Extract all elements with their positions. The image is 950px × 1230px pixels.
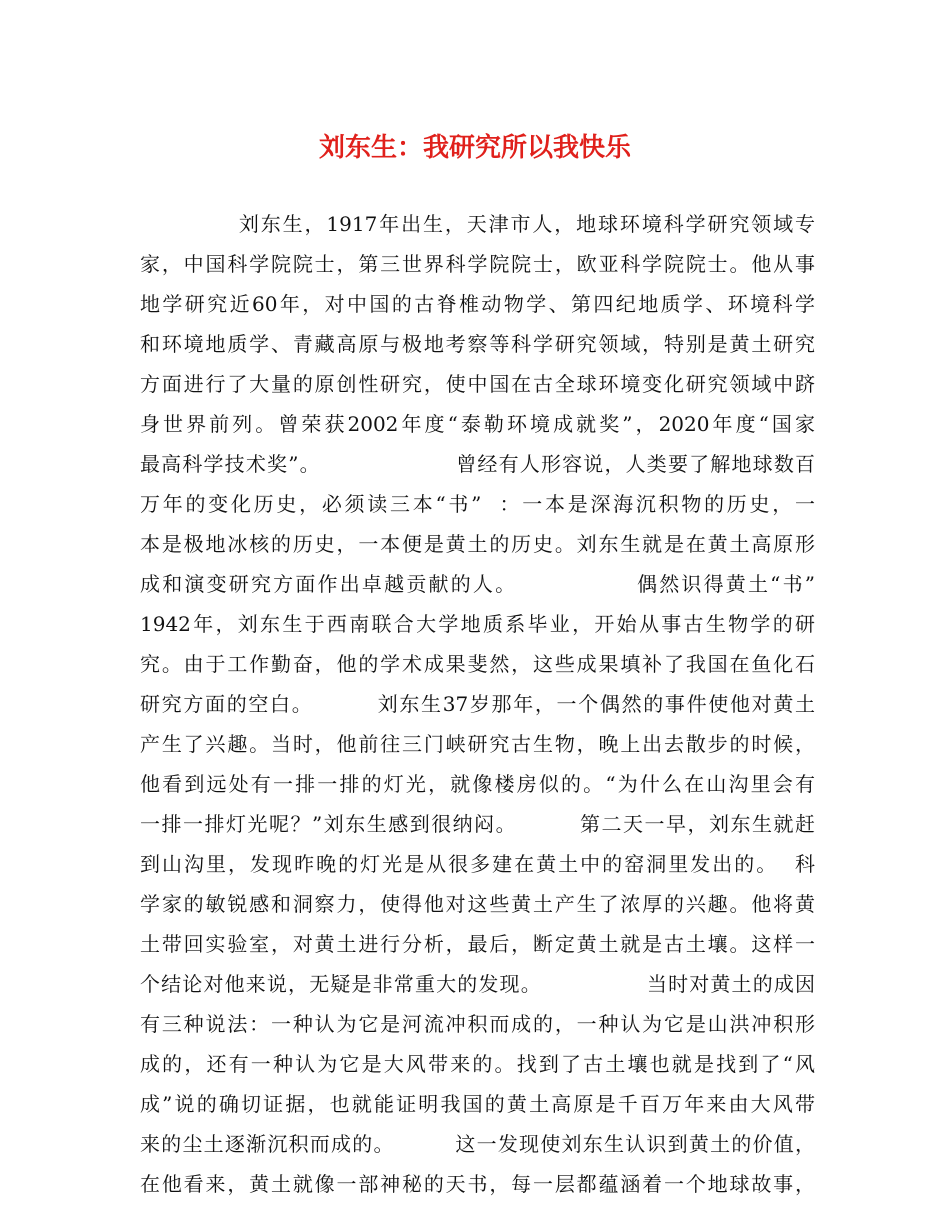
- text-line: 个结论对他来说，无疑是非常重大的发现。 当时对黄土的成因: [140, 972, 815, 996]
- text-line: 成和演变研究方面作出卓越贡献的人。 偶然识得黄土“书”: [140, 572, 815, 596]
- text-line: 学家的敏锐感和洞察力，使得他对这些黄土产生了浓厚的兴趣。他将黄: [140, 892, 815, 916]
- text-line: 方面进行了大量的原创性研究，使中国在古全球环境变化研究领域中跻: [140, 372, 815, 396]
- text-line: 身世界前列。曾荣获2002年度“泰勒环境成就奖”，2020年度“国家: [140, 412, 815, 436]
- text-line: 成的，还有一种认为它是大风带来的。找到了古土壤也就是找到了“风: [140, 1052, 815, 1076]
- text-line: 成”说的确切证据，也就能证明我国的黄土高原是千百万年来由大风带: [140, 1092, 815, 1116]
- text-line: 刘东生，1917年出生，天津市人，地球环境科学研究领域专: [140, 212, 815, 236]
- text-line: 在他看来，黄土就像一部神秘的天书，每一层都蕴涵着一个地球故事，: [140, 1172, 815, 1196]
- text-line: 本是极地冰核的历史，一本便是黄土的历史。刘东生就是在黄土高原形: [140, 532, 815, 556]
- article-body: [140, 204, 815, 1204]
- document-title: 刘东生：我研究所以我快乐: [318, 133, 631, 163]
- text-line: 究。由于工作勤奋，他的学术成果斐然，这些成果填补了我国在鱼化石: [140, 652, 815, 676]
- text-line: 到山沟里，发现昨晚的灯光是从很多建在黄土中的窑洞里发出的。 科: [140, 852, 815, 876]
- text-line: 他看到远处有一排一排的灯光，就像楼房似的。“为什么在山沟里会有: [140, 772, 815, 796]
- text-line: 来的尘土逐渐沉积而成的。 这一发现使刘东生认识到黄土的价值，: [140, 1132, 815, 1156]
- text-line: 一排一排灯光呢？”刘东生感到很纳闷。 第二天一早，刘东生就赶: [140, 812, 815, 836]
- text-line: 研究方面的空白。 刘东生37岁那年，一个偶然的事件使他对黄土: [140, 692, 815, 716]
- text-line: 产生了兴趣。当时，他前往三门峡研究古生物，晚上出去散步的时候，: [140, 732, 815, 756]
- text-line: 1942年，刘东生于西南联合大学地质系毕业，开始从事古生物学的研: [140, 612, 815, 636]
- text-line: 和环境地质学、青藏高原与极地考察等科学研究领域，特别是黄土研究: [140, 332, 815, 356]
- text-line: 土带回实验室，对黄土进行分析，最后，断定黄土就是古土壤。这样一: [140, 932, 815, 956]
- text-line: 家，中国科学院院士，第三世界科学院院士，欧亚科学院院士。他从事: [140, 252, 815, 276]
- text-line: 万年的变化历史，必须读三本“书” ：一本是深海沉积物的历史，一: [140, 492, 815, 516]
- text-line: 地学研究近60年，对中国的古脊椎动物学、第四纪地质学、环境科学: [140, 292, 815, 316]
- text-line: 有三种说法：一种认为它是河流冲积而成的，一种认为它是山洪冲积形: [140, 1012, 815, 1036]
- text-line: 最高科学技术奖”。 曾经有人形容说，人类要了解地球数百: [140, 452, 815, 476]
